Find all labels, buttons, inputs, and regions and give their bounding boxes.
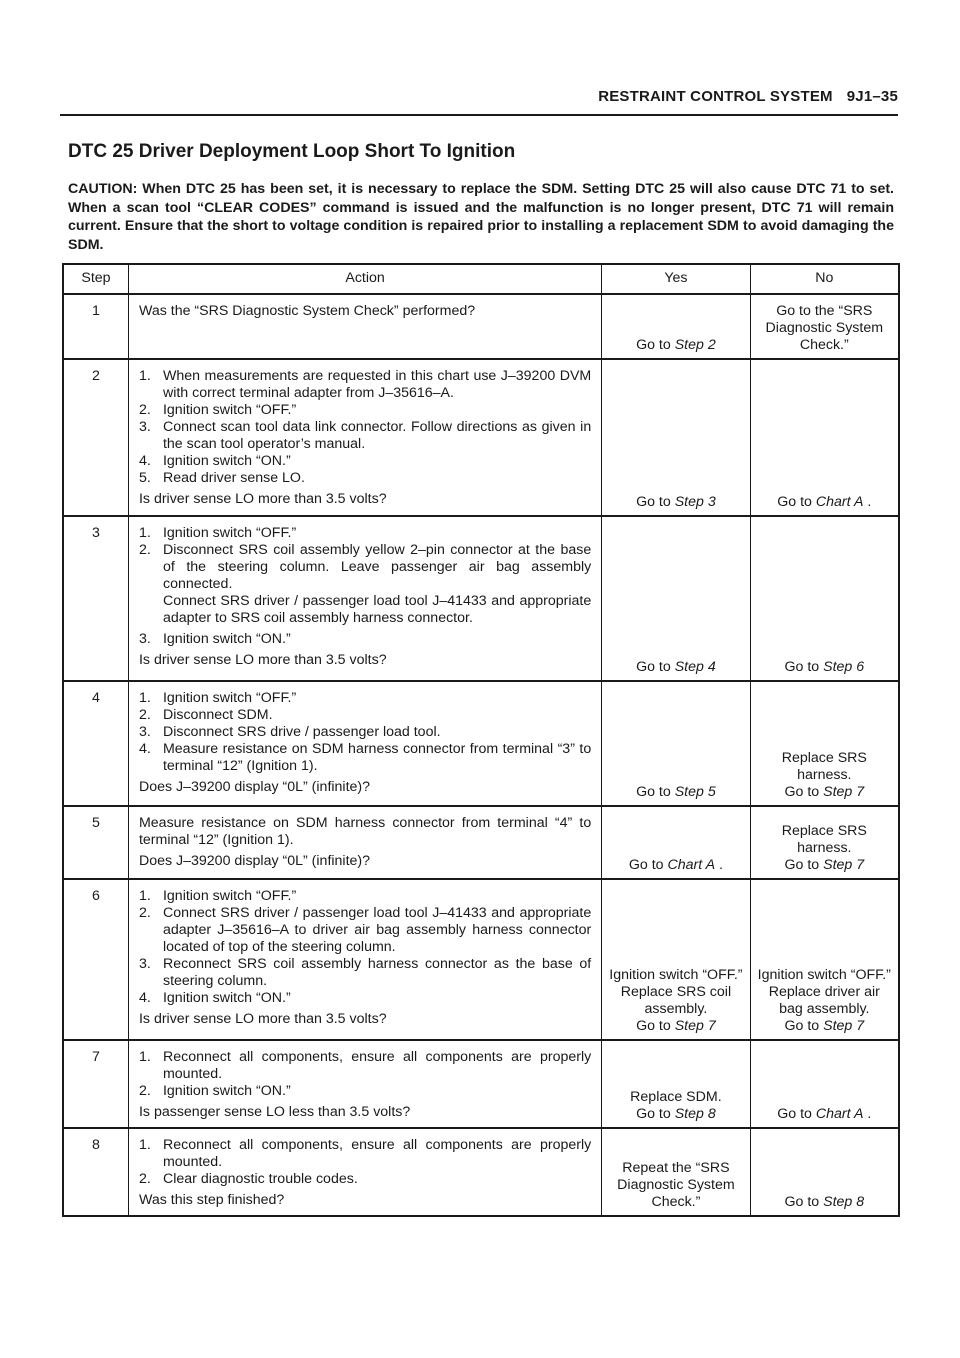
table-row: [63, 1040, 899, 1128]
yes-cell: Go to Chart A .: [602, 806, 750, 879]
no-text: Replace SRS harness.: [781, 750, 867, 783]
step-number: 3: [63, 516, 128, 681]
go-to-label: Go to: [628, 857, 664, 873]
yes-reference: Step 5: [674, 784, 716, 800]
action-question: Is driver sense LO more than 3.5 volts?: [138, 652, 387, 668]
action-cell: [128, 1128, 601, 1216]
step-number: 1: [63, 294, 128, 359]
table-row: [63, 681, 899, 806]
list-item: 1. Ignition switch “OFF.”: [138, 888, 297, 904]
action-list: [139, 1049, 591, 1100]
list-item: 2. Clear diagnostic trouble codes.: [138, 1171, 358, 1187]
go-to-label: Go to: [777, 494, 812, 510]
action-question: Is driver sense LO more than 3.5 volts?: [138, 491, 387, 507]
action-subtext: Connect SRS driver / passenger load tool J–41433 and appropriate adapter to SRS coil assembly harness connector.: [162, 593, 592, 626]
action-list: [139, 525, 591, 593]
go-to-label: Go to: [636, 784, 671, 800]
list-item: 2. Disconnect SDM.: [138, 707, 273, 723]
list-item: 2. Connect SRS driver / passenger load tool J–41433 and appropriate adapter J–35616–A to driver air bag assembly harness connector located of top of the steering column.: [138, 905, 592, 955]
go-to-label: Go to: [784, 857, 820, 873]
action-cell: [128, 879, 601, 1040]
table-row: [63, 879, 899, 1040]
no-cell: [750, 516, 899, 681]
action-question: Is passenger sense LO less than 3.5 volts?: [138, 1104, 411, 1120]
table-row: [63, 806, 899, 879]
yes-cell: [602, 516, 750, 681]
yes-cell: [602, 1128, 750, 1216]
table-row: [63, 294, 899, 359]
no-cell: [750, 806, 899, 879]
no-cell: Go to Chart A .: [750, 1040, 899, 1128]
action-list: [139, 888, 591, 1007]
yes-reference: Step 4: [674, 659, 716, 675]
no-cell: Go to Chart A .: [750, 359, 899, 516]
go-to-label: Go to: [636, 659, 671, 675]
action-question: Was this step finished?: [138, 1192, 285, 1208]
list-item: 4. Ignition switch “ON.”: [138, 453, 291, 469]
yes-text: Replace SDM.: [630, 1089, 722, 1105]
action-cell: [128, 806, 601, 879]
no-cell: [750, 294, 899, 359]
action-cell: [128, 516, 601, 681]
step-number: 8: [63, 1128, 128, 1216]
list-item: 4. Ignition switch “ON.”: [138, 990, 291, 1006]
step-number: 4: [63, 681, 128, 806]
action-text: Measure resistance on SDM harness connector from terminal “4” to terminal “12” (Ignition 1).: [138, 815, 592, 848]
column-header-no: No: [750, 264, 899, 294]
list-item: 2. Ignition switch “OFF.”: [138, 402, 297, 418]
go-to-label: Go to: [636, 337, 671, 353]
action-cell: [128, 359, 601, 516]
no-cell: [750, 1128, 899, 1216]
action-question: Does J–39200 display “0L” (infinite)?: [138, 779, 371, 795]
no-reference: Step 7: [823, 784, 865, 800]
yes-reference: Step 7: [674, 1018, 716, 1034]
action-list: [139, 368, 591, 487]
action-list: [139, 690, 591, 775]
no-reference: Chart A: [815, 494, 864, 510]
no-text: Go to the “SRS Diagnostic System Check.”: [765, 303, 884, 353]
table-row: [63, 516, 899, 681]
step-number: 6: [63, 879, 128, 1040]
step-number: 7: [63, 1040, 128, 1128]
yes-cell: [602, 1040, 750, 1128]
no-reference: Chart A: [815, 1106, 864, 1122]
page-number: 9J1–35: [846, 88, 898, 105]
list-item: 2. Ignition switch “ON.”: [138, 1083, 291, 1099]
yes-text: Repeat the “SRS Diagnostic System Check.”: [617, 1160, 735, 1210]
no-text: Replace SRS harness.: [781, 823, 867, 856]
yes-reference: Step 2: [674, 337, 716, 353]
action-question: Is driver sense LO more than 3.5 volts?: [138, 1011, 387, 1027]
list-item: 3. Ignition switch “ON.”: [138, 631, 291, 647]
no-cell: [750, 879, 899, 1040]
step-number: 5: [63, 806, 128, 879]
go-to-label: Go to: [636, 1018, 671, 1034]
table-row: [63, 359, 899, 516]
column-header-step: Step: [63, 264, 128, 294]
step-number: 2: [63, 359, 128, 516]
list-item: 3. Connect scan tool data link connector. Follow directions as given in the scan tool operator’s manual.: [138, 419, 592, 452]
list-item: 4. Measure resistance on SDM harness connector from terminal “3” to terminal “12” (Ignition 1).: [138, 741, 592, 774]
list-item: 3. Disconnect SRS drive / passenger load tool.: [138, 724, 441, 740]
list-item: 2. Disconnect SRS coil assembly yellow 2–pin connector at the base of the steering column. Leave passenger air bag assembly connected.: [138, 542, 592, 592]
yes-reference: Step 3: [674, 494, 716, 510]
action-cell: [128, 1040, 601, 1128]
list-item: 1. Ignition switch “OFF.”: [138, 690, 297, 706]
go-to-label: Go to: [784, 1018, 820, 1034]
page-title: DTC 25 Driver Deployment Loop Short To Ignition: [68, 141, 516, 162]
section-title: RESTRAINT CONTROL SYSTEM: [598, 88, 833, 105]
page-header: [60, 88, 898, 105]
list-item: 1. Reconnect all components, ensure all components are properly mounted.: [138, 1137, 592, 1170]
yes-reference: Chart A: [667, 857, 716, 873]
yes-cell: [602, 879, 750, 1040]
yes-cell: [602, 294, 750, 359]
go-to-label: Go to: [784, 659, 820, 675]
yes-text: Ignition switch “OFF.”: [609, 967, 743, 983]
list-item: 5. Read driver sense LO.: [138, 470, 305, 486]
no-reference: Step 8: [823, 1194, 865, 1210]
action-cell: [128, 681, 601, 806]
list-item: 1. When measurements are requested in this chart use J–39200 DVM with correct terminal adapter from J–35616–A.: [138, 368, 592, 401]
go-to-label: Go to: [636, 1106, 671, 1122]
list-item: 1. Reconnect all components, ensure all components are properly mounted.: [138, 1049, 592, 1082]
go-to-label: Go to: [636, 494, 671, 510]
yes-cell: [602, 681, 750, 806]
no-reference: Step 6: [823, 659, 865, 675]
table-row: [63, 1128, 899, 1216]
no-reference: Step 7: [823, 857, 865, 873]
no-text: Ignition switch “OFF.”: [757, 967, 891, 983]
go-to-label: Go to: [784, 1194, 820, 1210]
yes-reference: Step 8: [674, 1106, 716, 1122]
action-question: Does J–39200 display “0L” (infinite)?: [138, 853, 371, 869]
go-to-label: Go to: [777, 1106, 812, 1122]
no-cell: [750, 681, 899, 806]
list-item: 1. Ignition switch “OFF.”: [138, 525, 297, 541]
go-to-label: Go to: [784, 784, 820, 800]
action-cell: [128, 294, 601, 359]
column-header-action: Action: [128, 264, 601, 294]
caution-note: CAUTION: When DTC 25 has been set, it is necessary to replace the SDM. Setting DTC 25 will also cause DTC 71 to set. When a scan tool “CLEAR CODES” command is issued and the malfunction is no longer present, DTC 71 will remain current. Ensure that the short to voltage condition is repaired prior to installing a replacement SDM to avoid damaging the SDM.: [68, 181, 894, 253]
action-list: [139, 1137, 591, 1188]
diagnostic-table: [62, 263, 900, 1217]
action-text: Was the “SRS Diagnostic System Check” performed?: [138, 303, 476, 319]
no-reference: Step 7: [823, 1018, 865, 1034]
header-divider: [60, 114, 898, 116]
action-list: [139, 631, 591, 648]
yes-text: Replace SRS coil assembly.: [620, 984, 732, 1017]
table-header-row: [63, 264, 899, 294]
list-item: 3. Reconnect SRS coil assembly harness connector as the base of steering column.: [138, 956, 592, 989]
column-header-yes: Yes: [602, 264, 750, 294]
no-text: Replace driver air bag assembly.: [768, 984, 880, 1017]
yes-cell: [602, 359, 750, 516]
